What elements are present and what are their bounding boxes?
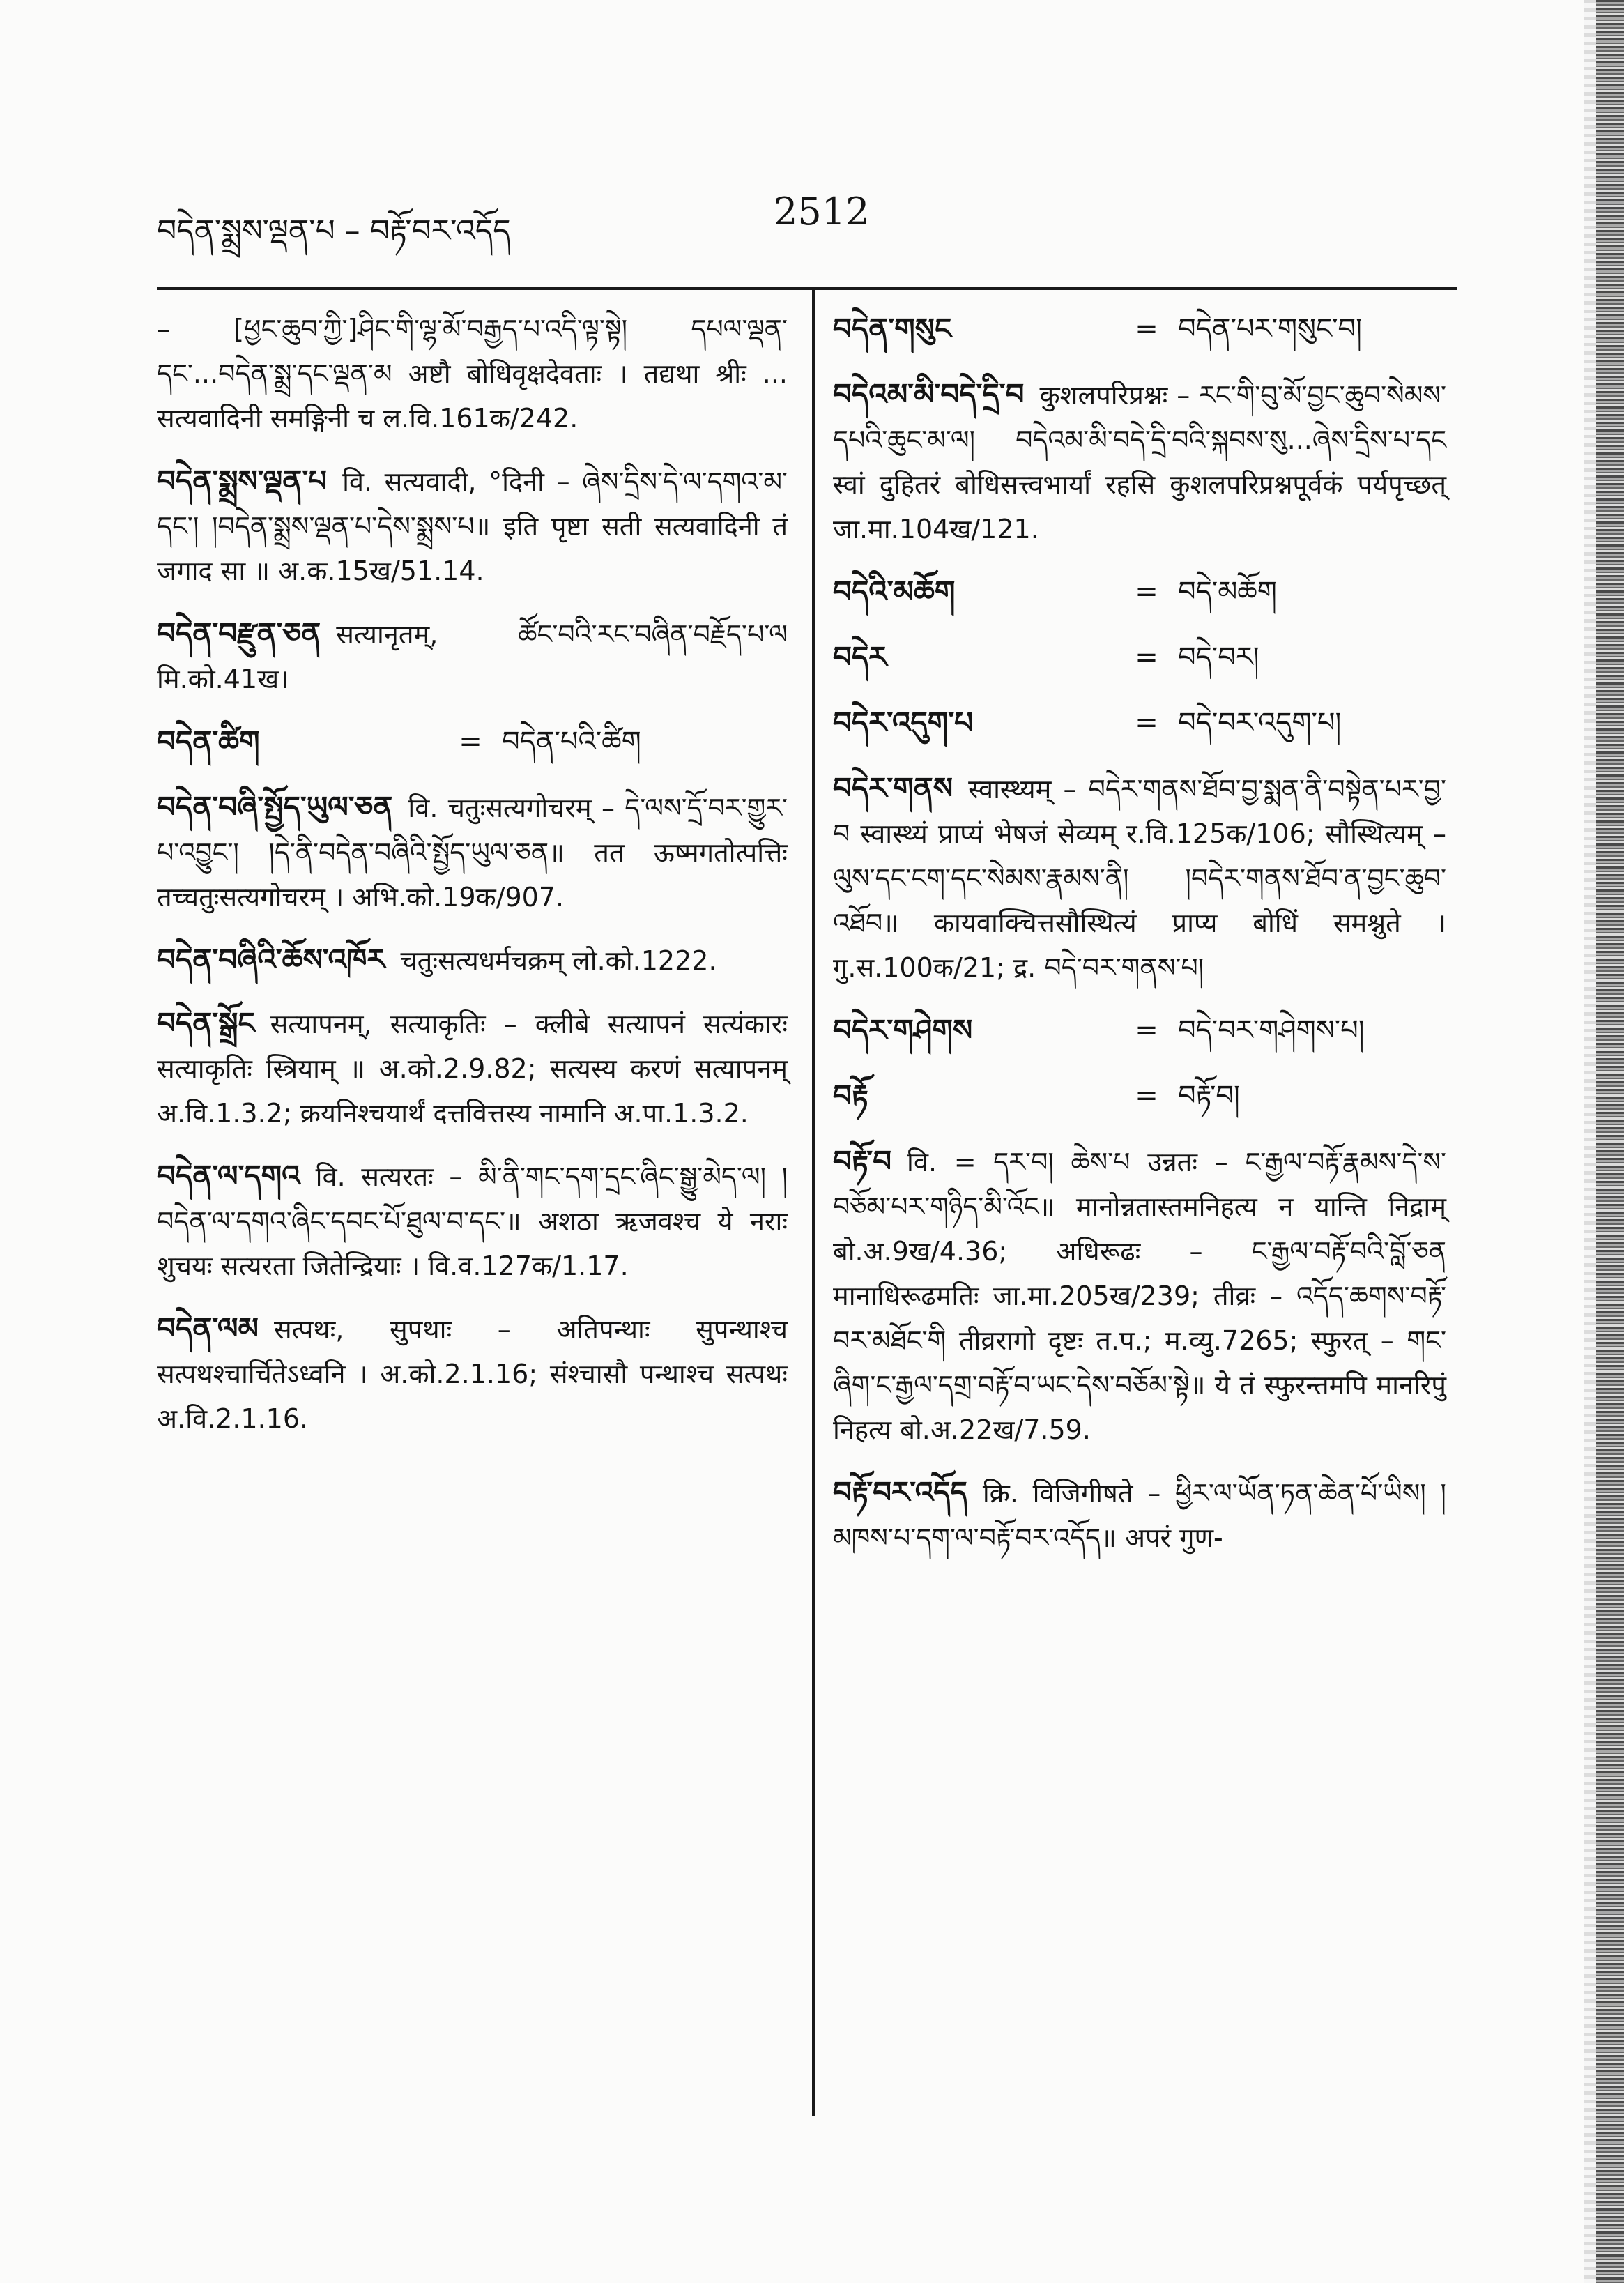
running-head-title: བདེན་སྨྲས་ལྡན་པ – བརྟོ་བར་འདོད: [157, 213, 511, 249]
running-head: [157, 190, 1415, 252]
cross-reference-entry: [833, 307, 1446, 351]
entry-headword: བརྟོ་བ: [833, 1144, 892, 1178]
entry-definition: वि. चतुःसत्यगोचरम् – དེ་ལས་དྲོ་བར་གྱུར་པ་འབྱུང་། །དེ་ནི་བདེན་བཞིའི་སྤྱོད་ཡུལ་ཅན॥ तत ऊष्मगतोत्पत्तिः तच्चतुःसत्यगोचरम् । अभि.को.19क/907.: [157, 793, 788, 913]
cross-reference-entry: [833, 1008, 1446, 1053]
dictionary-entry: [833, 766, 1446, 990]
entry-definition: वि. सत्यरतः – མི་ནི་གང་དག་དྲང་ཞིང་སྒྱུ་མེད་ལ། །བདེན་ལ་དགའ་ཞིང་དབང་པོ་ཐུལ་བ་དང་॥ अशठा ऋजवश्च ये नराः शुचयः सत्यरता जितेन्द्रियाः । वि.व.127क/1.17.: [157, 1161, 788, 1281]
entry-definition: वि. = དར་བ། ཆེས་པ उन्नतः – ང་རྒྱལ་བརྟོ་རྣམས་དེ་ས་བཅོམ་པར་གཉིད་མི་འོང॥ मानोन्नतास्तमनिहत्य न यान्ति निद्राम् बो.अ.9ख/4.36; अधिरूढः – ང་རྒྱལ་བརྟོ་བའི་བློ་ཅན मानाधिरूढमतिः जा.मा.205ख/239; तीव्रः – འདོད་ཆགས་བརྟོ་བར་མཐོང་གི तीव्ररागो दृष्टः त.प.; म.व्यु.7265; स्फुरत् – གང་ཞིག་ང་རྒྱལ་དགྲ་བརྟོ་བ་ཡང་དེས་བཅོམ་སྟེ॥ ये तं स्फुरन्तमपि मानरिपुं निहत्य बो.अ.22ख/7.59.: [833, 1147, 1446, 1445]
equals-sign: =: [1135, 313, 1158, 345]
cross-reference-target: བདེ་བར་གཤེགས་པ།: [1178, 1014, 1365, 1046]
entry-headword: བདེན་ཚིག: [157, 724, 260, 758]
entry-headword: བདེར་འདུག་པ: [833, 705, 974, 740]
dictionary-entry: [157, 785, 788, 919]
cross-reference-target: བདེན་པར་གསུང་བ།: [1178, 313, 1362, 345]
entry-headword: བདེན་ལ་དགའ: [157, 1159, 300, 1193]
entry-headword: བདེན་སྨྲས་ལྡན་པ: [157, 464, 328, 498]
dictionary-entry: [157, 938, 788, 983]
entry-headword: བདེར་གཤེགས: [833, 1013, 973, 1047]
entry-headword: བརྟོ་བར་འདོད: [833, 1475, 967, 1509]
equals-sign: =: [1135, 576, 1158, 608]
cross-reference-entry: [833, 635, 1446, 680]
dictionary-entry: [157, 1001, 788, 1136]
cross-reference-entry: [833, 570, 1446, 614]
entry-definition: वि. सत्यवादी, °दिनी – ཞེས་དྲིས་དེ་ལ་དགའ་མ་དང་། །བདེན་སྨྲས་ལྡན་པ་དེས་སྨྲས་པ॥ इति पृष्टा सती सत्यवादिनी तं जगाद सा ॥ अ.क.15ख/51.14.: [157, 466, 788, 586]
entry-headword: བདེན་བརྫུན་ཅན: [157, 616, 321, 650]
entry-headword: བདེན་ལམ: [157, 1311, 259, 1345]
equals-sign: =: [459, 726, 482, 758]
dictionary-entry: [157, 307, 788, 441]
dictionary-entry: [833, 372, 1446, 551]
left-column: [157, 307, 788, 1459]
cross-reference-entry: [833, 1074, 1446, 1118]
cross-reference-target: བདེན་པའི་ཚིག: [502, 726, 641, 758]
entry-definition: चतुःसत्यधर्मचक्रम् लो.को.1222.: [400, 945, 717, 976]
cross-reference-target: བདེ་མཆོག: [1178, 576, 1277, 608]
equals-sign: =: [1135, 641, 1158, 673]
cross-reference-entry: [157, 719, 788, 764]
entry-headword: བདེན་བཞིའི་ཆོས་འཁོར: [157, 942, 385, 977]
page-number: 2512: [774, 190, 870, 234]
entry-definition: – [ཕྱང་ཆུབ་ཀྱི་]ཤིང་གི་ལྷ་མོ་བརྒྱད་པ་འདི་ལྟ་སྟེ། དཔལ་ལྡན་དང་...བདེན་སྨྲ་དང་ལྡན་མ अष्टौ बोधिवृक्षदेवताः । तद्यथा श्रीः ... सत्यवादिनी समङ्गिनी च ल.वि.161क/242.: [157, 314, 788, 434]
right-column: [833, 307, 1446, 1578]
dictionary-entry: [157, 1154, 788, 1288]
cross-reference-entry: [833, 701, 1446, 745]
equals-sign: =: [1135, 1014, 1158, 1046]
column-divider: [812, 290, 815, 2116]
dictionary-entry: [157, 459, 788, 593]
dictionary-entry: [157, 1306, 788, 1441]
scan-edge-shadow: [1596, 0, 1624, 2283]
dictionary-entry: [833, 1139, 1446, 1452]
entry-definition: सत्यानृतम्, ཚོང་བའི་རང་བཞིན་བརྗོད་པ་ལ मि.को.41ख।: [157, 619, 788, 694]
entry-headword: བདེན་གསུང: [833, 312, 952, 346]
cross-reference-target: བདེ་བར་འདུག་པ།: [1178, 707, 1342, 739]
entry-definition: क्रि. विजिगीषते – ཕྱིར་ལ་ཡོན་ཏན་ཆེན་པོ་ཡིས། །མཁས་པ་དག་ལ་བརྟོ་བར་འདོད॥ अपरं गुण-: [833, 1478, 1446, 1553]
entry-definition: कुशलपरिप्रश्नः – རང་གི་བུ་མོ་བྱང་ཆུབ་སེམས་དཔའི་ཆུང་མ་ལ། བདེའམ་མི་བདེ་དྲི་བའི་སྐབས་སུ...ཞེས་དྲིས་པ་དང स्वां दुहितरं बोधिसत्त्वभार्यां रहसि कुशलपरिप्रश्नपूर्वकं पर्यपृच्छत् जा.मा.104ख/121.: [833, 380, 1446, 544]
entry-headword: བདེའམ་མི་བདེ་དྲི་བ: [833, 377, 1025, 411]
entry-headword: བདེར་གནས: [833, 771, 953, 805]
entry-headword: བདེར: [833, 640, 887, 674]
scan-edge-shadow-inner: [1584, 0, 1596, 2283]
dictionary-entry: [833, 1470, 1446, 1560]
entry-headword: བདེན་སྒྲོང: [157, 1006, 255, 1040]
entry-definition: स्वास्थ्यम् – བདེར་གནས་ཐོབ་བྱ་སྨན་ནི་བསྟེན་པར་བྱ་བ स्वास्थ्यं प्राप्यं भेषजं सेव्यम् र.वि.125क/106; सौस्थित्यम् – ལུས་དང་ངག་དང་སེམས་རྣམས་ནི། །བདེར་གནས་ཐོབ་ན་བྱང་ཆུབ་འཐོབ॥ कायवाक्चित्तसौस्थित्यं प्राप्य बोधिं समश्नुते । गु.स.100क/21; द्र. བདེ་བར་གནས་པ།: [833, 774, 1446, 983]
entry-headword: བདེན་བཞི་སྤྱོད་ཡུལ་ཅན: [157, 790, 393, 824]
entry-headword: བདེའི་མཆོག: [833, 574, 956, 609]
header-rule: [157, 287, 1457, 290]
equals-sign: =: [1135, 707, 1158, 739]
cross-reference-target: བདེ་བར།: [1178, 641, 1259, 673]
cross-reference-target: བརྟོ་བ།: [1178, 1080, 1240, 1112]
entry-definition: सत्पथः, सुपथाः – अतिपन्थाः सुपन्थाश्च सत्पथश्चार्चितेऽध्वनि । अ.को.2.1.16; संश्चासौ पन्थाश्च सत्पथः अ.वि.2.1.16.: [157, 1314, 788, 1434]
entry-definition: सत्यापनम्, सत्याकृतिः – क्लीबे सत्यापनं सत्यंकारः सत्याकृतिः स्त्रियाम् ॥ अ.को.2.9.82; सत्यस्य करणं सत्यापनम् अ.वि.1.3.2; क्रयनिश्चयार्थं दत्तवित्तस्य नामानि अ.पा.1.3.2.: [157, 1009, 788, 1129]
equals-sign: =: [1135, 1080, 1158, 1112]
entry-headword: བརྟོ: [833, 1078, 868, 1113]
dictionary-entry: [157, 611, 788, 701]
